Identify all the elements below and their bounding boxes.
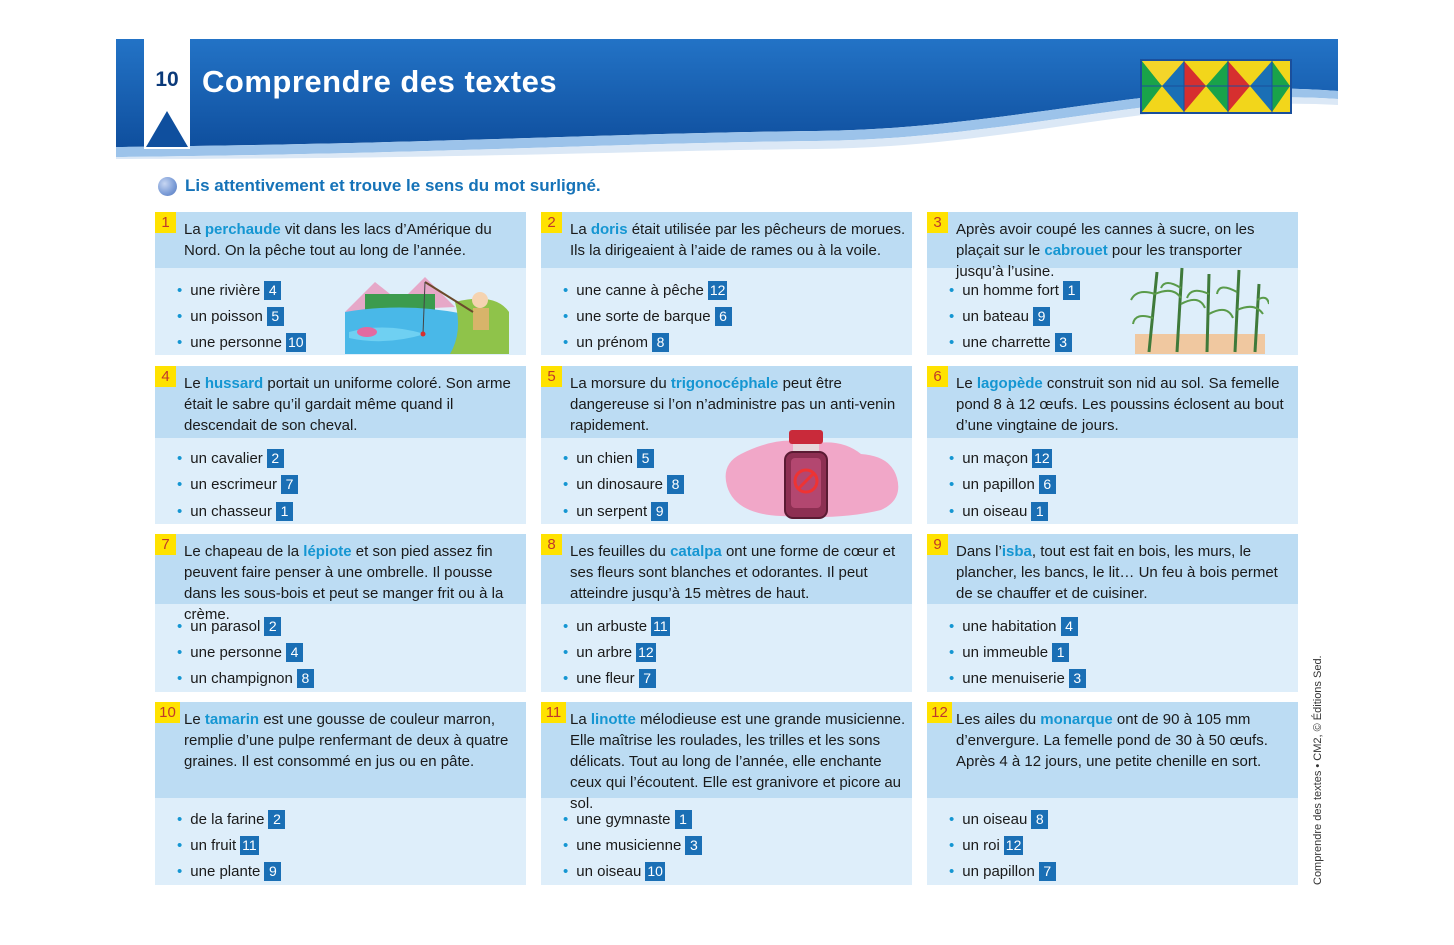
instruction-text: Lis attentivement et trouve le sens du mot surligné.	[185, 176, 601, 195]
card-sentence: Le hussard portait un uniforme coloré. Son arme était le sabre qu’il gardait même quand il descendait de son cheval.	[184, 375, 511, 434]
card-sentence: Le chapeau de la lépiote et son pied assez fin peuvent faire penser à une ombrelle. Il pousse dans les sous-bois et peut se manger frit ou à la crème.	[184, 543, 504, 623]
answer-option[interactable]: • de la farine 2	[177, 808, 285, 830]
exercise-card-11	[541, 702, 912, 885]
page-number: 10	[155, 68, 179, 91]
highlighted-word: lagopède	[976, 375, 1043, 392]
answer-code: 9	[1033, 307, 1050, 326]
answer-code: 2	[268, 810, 285, 829]
answer-option[interactable]: • un chasseur 1	[177, 500, 293, 522]
answer-code: 1	[276, 502, 293, 521]
card-sentence: Le tamarin est une gousse de couleur marron, remplie d’une pulpe renfermant de deux à quatre graines. Il est consommé en jus ou en pâte.	[184, 711, 509, 770]
answer-code: 7	[281, 475, 298, 494]
answer-option[interactable]: • un chien 5	[563, 447, 654, 469]
answer-option[interactable]: • une rivière 4	[177, 279, 281, 301]
answer-option[interactable]: • un cavalier 2	[177, 447, 284, 469]
answer-code: 8	[667, 475, 684, 494]
bullet-circle-icon	[158, 177, 177, 196]
answer-code: 3	[1069, 669, 1086, 688]
card-sentence: La linotte mélodieuse est une grande musicienne. Elle maîtrise les roulades, les trilles et les sons délicats. Tout au long de l’année, elle enchante ceux qui l’écoutent. Elle est granivore et picore au sol.	[570, 711, 906, 812]
answer-option[interactable]: • une gymnaste 1	[563, 808, 692, 830]
answer-option[interactable]: • une menuiserie 3	[949, 667, 1086, 689]
highlighted-word: lépiote	[303, 543, 352, 560]
answer-option[interactable]: • un roi 12	[949, 836, 1022, 854]
answer-code: 12	[709, 281, 726, 298]
answer-code: 12	[1034, 449, 1050, 466]
highlighted-word: linotte	[590, 711, 636, 728]
answer-option[interactable]: • un maçon 12	[949, 449, 1050, 467]
exercise-card-1	[155, 212, 526, 355]
answer-code: 5	[267, 307, 284, 326]
exercise-card-9	[927, 534, 1298, 692]
card-sentence: La perchaude vit dans les lacs d’Amérique du Nord. On la pêche tout au long de l’année.	[184, 221, 492, 259]
answer-option[interactable]: • un dinosaure 8	[563, 473, 684, 495]
card-number: 4	[155, 366, 176, 387]
answer-option[interactable]: • une habitation 4	[949, 615, 1078, 637]
answer-code: 12	[1005, 836, 1022, 853]
exercise-card-3	[927, 212, 1298, 355]
answer-option[interactable]: • une charrette 3	[949, 331, 1072, 353]
answer-code: 2	[267, 449, 284, 468]
highlighted-word: cabrouet	[1044, 242, 1108, 259]
card-sentence: Les feuilles du catalpa ont une forme de cœur et ses fleurs sont blanches et odorantes. Il peut atteindre jusqu’à 15 mètres de haut.	[570, 543, 896, 602]
answer-option[interactable]: • un papillon 6	[949, 473, 1056, 495]
card-sentence: La doris était utilisée par les pêcheurs de morues. Ils la dirigeaient à l’aide de rames ou à la voile.	[570, 221, 906, 259]
answer-option[interactable]: • un oiseau 10	[563, 862, 663, 880]
answer-code: 4	[286, 643, 303, 662]
answer-option[interactable]: • une canne à pêche 12	[563, 281, 726, 299]
answer-option[interactable]: • un oiseau 1	[949, 500, 1048, 522]
answer-option[interactable]: • un oiseau 8	[949, 808, 1048, 830]
answer-code: 10	[288, 333, 304, 350]
answer-option[interactable]: • une fleur 7	[563, 667, 656, 689]
anti-venom-vial-icon	[721, 424, 901, 522]
copyright-credit: Comprendre des textes • CM2, © Éditions Sed.	[1312, 655, 1324, 885]
mosaic-logo-icon	[1140, 59, 1292, 114]
answer-code: 4	[264, 281, 281, 300]
answer-code: 1	[1031, 502, 1048, 521]
answer-option[interactable]: • un arbuste 11	[563, 617, 668, 635]
exercise-card-12	[927, 702, 1298, 885]
card-number: 2	[541, 212, 562, 233]
highlighted-word: monarque	[1040, 711, 1113, 728]
card-sentence: Les ailes du monarque ont de 90 à 105 mm d’envergure. La femelle pond de 30 à 50 œufs. Après 4 à 12 jours, une petite chenille en sort.	[956, 711, 1268, 770]
highlighted-word: trigonocéphale	[670, 375, 779, 392]
answer-option[interactable]: • un poisson 5	[177, 305, 284, 327]
answer-code: 7	[639, 669, 656, 688]
card-number: 7	[155, 534, 176, 555]
answer-code: 4	[1061, 617, 1078, 636]
answer-option[interactable]: • un escrimeur 7	[177, 473, 298, 495]
card-number: 11	[541, 702, 566, 723]
answer-code: 8	[652, 333, 669, 352]
answer-option[interactable]: • un bateau 9	[949, 305, 1050, 327]
answer-code: 11	[242, 836, 257, 853]
card-number: 10	[155, 702, 180, 723]
answer-option[interactable]: • un papillon 7	[949, 860, 1056, 882]
exercise-card-6	[927, 366, 1298, 524]
card-number: 12	[927, 702, 952, 723]
answer-code: 5	[637, 449, 654, 468]
answer-code: 8	[1031, 810, 1048, 829]
card-number: 1	[155, 212, 176, 233]
card-number: 3	[927, 212, 948, 233]
card-sentence: Le lagopède construit son nid au sol. Sa femelle pond 8 à 12 œufs. Les poussins éclosent au bout d’une vingtaine de jours.	[956, 375, 1284, 434]
answer-option[interactable]: • un prénom 8	[563, 331, 669, 353]
fishing-scene-icon	[345, 272, 509, 354]
answer-code: 12	[638, 643, 654, 660]
answer-code: 1	[1052, 643, 1069, 662]
card-sentence: Après avoir coupé les cannes à sucre, on les plaçait sur le cabrouet pour les transporter jusqu’à l’usine.	[956, 221, 1255, 280]
card-sentence: La morsure du trigonocéphale peut être dangereuse si l’on n’administre pas un anti-venin rapidement.	[570, 375, 896, 434]
card-sentence: Dans l’isba, tout est fait en bois, les murs, le plancher, les bancs, le lit… Un feu à bois permet de se chauffer et de cuisiner.	[956, 543, 1278, 602]
answer-code: 6	[715, 307, 732, 326]
answer-option[interactable]: • un fruit 11	[177, 836, 257, 854]
exercise-card-7	[155, 534, 526, 692]
sugar-cane-icon	[1127, 264, 1269, 354]
page-title: Comprendre des textes	[202, 64, 558, 99]
answer-option[interactable]: • un arbre 12	[563, 643, 654, 661]
card-number: 8	[541, 534, 562, 555]
card-number: 9	[927, 534, 948, 555]
answer-option[interactable]: • une musicienne 3	[563, 834, 702, 856]
answer-option[interactable]: • une personne 10	[177, 333, 304, 351]
highlighted-word: tamarin	[204, 711, 260, 728]
exercise-card-2	[541, 212, 912, 355]
highlighted-word: perchaude	[204, 221, 281, 238]
answer-code: 9	[651, 502, 668, 521]
instruction	[158, 174, 601, 198]
exercise-card-4	[155, 366, 526, 524]
answer-option[interactable]: • un parasol 2	[177, 615, 281, 637]
card-number: 6	[927, 366, 948, 387]
answer-code: 9	[264, 862, 281, 881]
highlighted-word: isba	[1001, 543, 1032, 560]
highlighted-word: catalpa	[670, 543, 722, 560]
highlighted-word: hussard	[204, 375, 264, 392]
answer-code: 3	[685, 836, 702, 855]
exercise-card-10	[155, 702, 526, 885]
answer-option[interactable]: • une personne 4	[177, 641, 303, 663]
answer-code: 6	[1039, 475, 1056, 494]
answer-option[interactable]: • un serpent 9	[563, 500, 668, 522]
answer-code: 10	[647, 862, 663, 879]
highlighted-word: doris	[590, 221, 628, 238]
answer-option[interactable]: • une plante 9	[177, 860, 281, 882]
answer-code: 11	[653, 617, 668, 634]
card-number: 5	[541, 366, 562, 387]
exercise-card-5	[541, 366, 912, 524]
answer-option[interactable]: • un immeuble 1	[949, 641, 1069, 663]
answer-code: 8	[297, 669, 314, 688]
answer-option[interactable]: • un homme fort 1	[949, 279, 1080, 301]
answer-code: 1	[675, 810, 692, 829]
exercise-card-8	[541, 534, 912, 692]
answer-code: 1	[1063, 281, 1080, 300]
answer-code: 2	[264, 617, 281, 636]
answer-option[interactable]: • un champignon 8	[177, 667, 314, 689]
answer-option[interactable]: • une sorte de barque 6	[563, 305, 732, 327]
answer-code: 3	[1055, 333, 1072, 352]
answer-code: 7	[1039, 862, 1056, 881]
